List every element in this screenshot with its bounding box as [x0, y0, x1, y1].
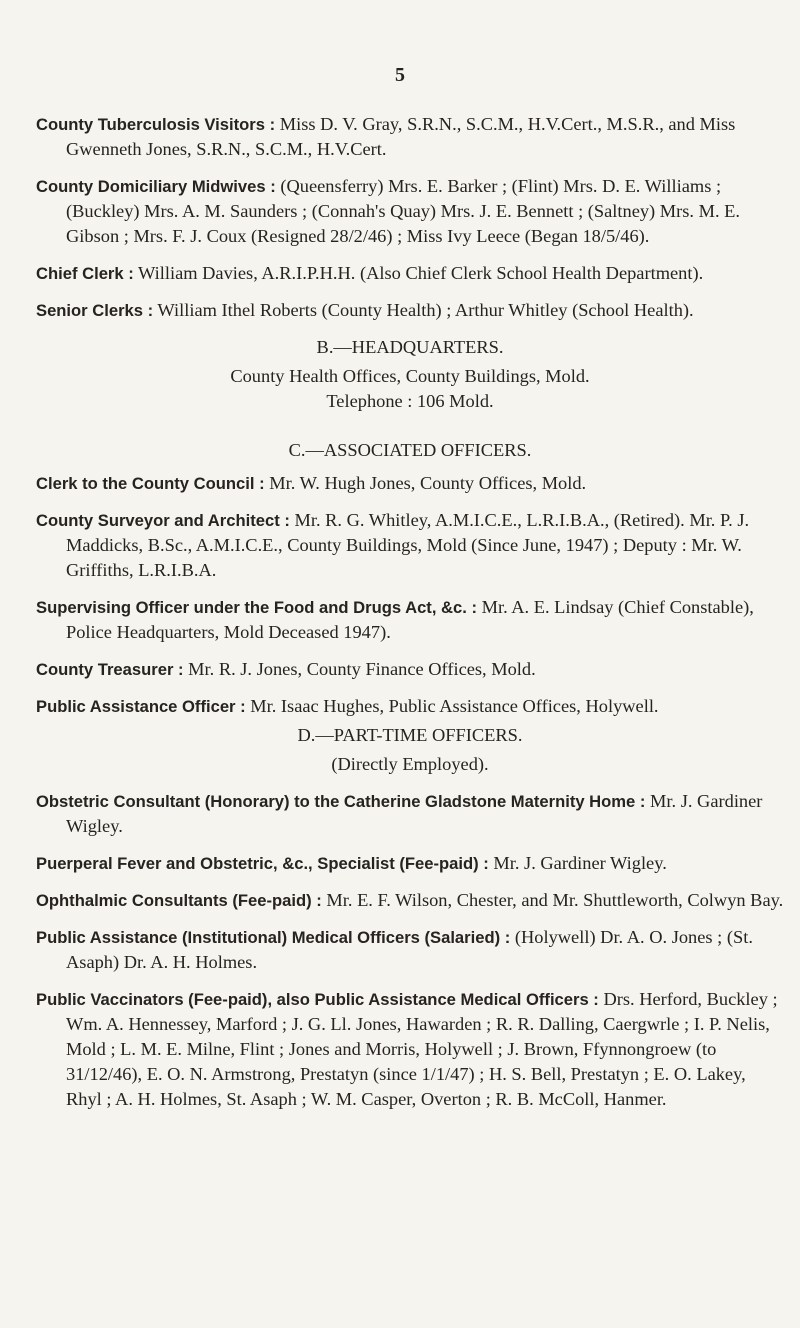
entry-text: Mr. Isaac Hughes, Public Assistance Offices, Holywell. — [250, 696, 659, 716]
entry-label: Clerk to the County Council : — [36, 474, 265, 493]
entry-label: Public Assistance Officer : — [36, 697, 246, 716]
entry-text: William Davies, A.R.I.P.H.H. (Also Chief Clerk School Health Department). — [138, 263, 704, 283]
headquarters-address: County Health Offices, County Buildings, Mold. — [230, 366, 590, 386]
entry-text: Mr. J. Gardiner Wigley. — [493, 853, 667, 873]
part-time-entry — [36, 888, 784, 913]
section-heading-part-time: D.—PART-TIME OFFICERS. — [297, 725, 523, 745]
associated-entry — [36, 508, 784, 583]
section-heading-headquarters: B.—HEADQUARTERS. — [316, 337, 504, 357]
entry-label: Obstetric Consultant (Honorary) to the Catherine Gladstone Maternity Home : — [36, 792, 646, 811]
entry-label: Public Vaccinators (Fee-paid), also Public Assistance Medical Officers : — [36, 990, 599, 1009]
part-time-entry — [36, 925, 784, 975]
entry-label: Public Assistance (Institutional) Medical Officers (Salaried) : — [36, 928, 511, 947]
staff-entry — [36, 261, 784, 286]
staff-entry — [36, 112, 784, 162]
part-time-entry — [36, 851, 784, 876]
entry-label: Senior Clerks : — [36, 301, 154, 320]
page-number: 5 — [395, 64, 405, 86]
staff-section — [36, 112, 784, 323]
entry-text: Mr. R. J. Jones, County Finance Offices, Mold. — [188, 659, 536, 679]
entry-label: Chief Clerk : — [36, 264, 134, 283]
section-subheading: (Directly Employed). — [331, 754, 489, 774]
entry-text: Mr. W. Hugh Jones, County Offices, Mold. — [269, 473, 587, 493]
entry-text: Mr. E. F. Wilson, Chester, and Mr. Shuttleworth, Colwyn Bay. — [326, 890, 784, 910]
entry-text: Mr. A. E. Lindsay (Chief Constable), Police Headquarters, Mold Deceased 1947). — [66, 597, 754, 642]
entry-label: Puerperal Fever and Obstetric, &c., Specialist (Fee-paid) : — [36, 854, 489, 873]
associated-entry — [36, 595, 784, 645]
associated-entry — [36, 657, 784, 682]
entry-label: County Surveyor and Architect : — [36, 511, 290, 530]
associated-entry — [36, 694, 784, 719]
entry-label: Supervising Officer under the Food and Drugs Act, &c. : — [36, 598, 478, 617]
headquarters-telephone: Telephone : 106 Mold. — [326, 391, 494, 411]
associated-entry — [36, 471, 784, 496]
part-time-entry — [36, 789, 784, 839]
entry-label: County Tuberculosis Visitors : — [36, 115, 276, 134]
part-time-section — [36, 723, 784, 1112]
part-time-entry — [36, 987, 784, 1112]
document-body — [36, 112, 784, 1124]
entry-label: County Domiciliary Midwives : — [36, 177, 276, 196]
entry-text: Drs. Herford, Buckley ; Wm. A. Hennessey, Marford ; J. G. Ll. Jones, Hawarden ; R. R. Dalling, Caergwrle ; I. P. Nelis, Mold ; L. M. E. Milne, Flint ; Jones and Morris, Holywell ; J. Brown, Ffynnongroew (to 31/12/46), E. O. N. Armstrong, Prestatyn (since 1/1/47) ; H. S. Bell, Prestatyn ; E. O. Lakey, Rhyl ; A. H. Holmes, St. Asaph ; W. M. Casper, Overton ; R. B. McColl, Hanmer. — [66, 989, 778, 1109]
staff-entry — [36, 298, 784, 323]
entry-label: County Treasurer : — [36, 660, 184, 679]
entry-text: Miss D. V. Gray, S.R.N., S.C.M., H.V.Cert., M.S.R., and Miss Gwenneth Jones, S.R.N., S.C.M., H.V.Cert. — [66, 114, 736, 159]
associated-section — [36, 438, 784, 719]
staff-entry — [36, 174, 784, 249]
section-heading-associated: C.—ASSOCIATED OFFICERS. — [288, 440, 532, 460]
headquarters-section — [36, 335, 784, 426]
entry-label: Ophthalmic Consultants (Fee-paid) : — [36, 891, 322, 910]
entry-text: (Queensferry) Mrs. E. Barker ; (Flint) Mrs. D. E. Williams ; (Buckley) Mrs. A. M. Saunders ; (Connah's Quay) Mrs. J. E. Bennett ; (Saltney) Mrs. M. E. Gibson ; Mrs. F. J. Coux (Resigned 28/2/46) ; Miss Ivy Leece (Began 18/5/46). — [66, 176, 740, 246]
entry-text: (Holywell) Dr. A. O. Jones ; (St. Asaph) Dr. A. H. Holmes. — [66, 927, 753, 972]
entry-text: Mr. R. G. Whitley, A.M.I.C.E., L.R.I.B.A., (Retired). Mr. P. J. Maddicks, B.Sc., A.M.I.C.E., County Buildings, Mold (Since June, 1947) ; Deputy : Mr. W. Griffiths, L.R.I.B.A. — [66, 510, 750, 580]
entry-text: Mr. J. Gardiner Wigley. — [66, 791, 763, 836]
entry-text: William Ithel Roberts (County Health) ; Arthur Whitley (School Health). — [157, 300, 694, 320]
